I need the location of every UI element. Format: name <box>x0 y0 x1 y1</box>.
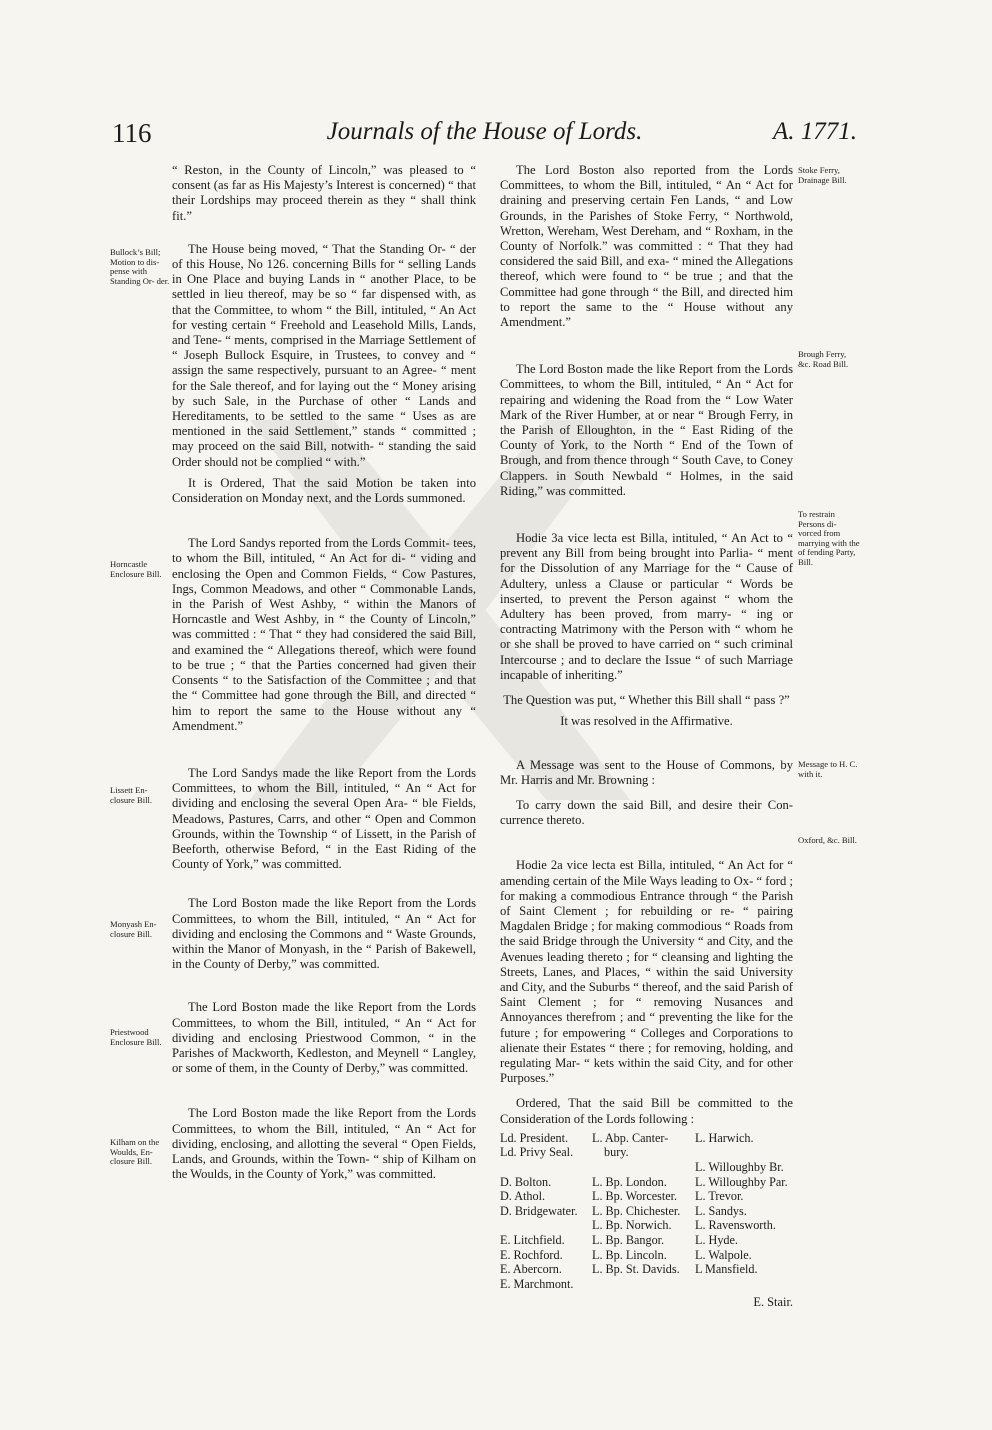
lord-name: L. Bp. Worcester. <box>592 1189 678 1204</box>
margin-note: To restrain Persons di- vorced from marrying with the of fending Party, Bill. <box>798 509 860 567</box>
margin-note: Lissett En- closure Bill. <box>110 785 153 805</box>
page-header <box>112 118 857 158</box>
lord-name: L. Bp. Norwich. <box>592 1218 672 1233</box>
lord-name: E. Marchmont. <box>500 1276 574 1291</box>
lord-name: L. Ravensworth. <box>695 1218 776 1233</box>
lord-name <box>500 1160 592 1175</box>
paragraph: The Lord Sandys reported from the Lords Commit- tees, to whom the Bill, intituled, “ An Act for di- “ viding and enclosing the Open and Common Fields, “ Cow Pastures, Ings, Common Meadows, and other “ Commonable Lands, in the Parish of West Ashby, “ within the Manors of Horncastle and West Ashby, in “ the County of Lincoln,” was committed : “ That “ they had considered the said Bill, and examined the “ Allegations thereof, which were found to be true ; “ that the Parties concerned had given their Consents “ to the Satisfaction of the Committee ; and that the “ Committee had gone through the Bill, and directed “ him to report the same to the House without any “ Amendment.” <box>172 536 476 733</box>
paragraph: Hodie 3a vice lecta est Billa, intituled, “ An Act to “ prevent any Bill from being brought into Parlia- “ ment for the Dissolution of any Marriage for the “ Cause of Adultery, unless a Clause or particular “ Words be inserted, to prevent the Person against “ whom the Adultery has been proved, from marry- “ ing or contracting Matrimony with the Person with “ whom he or she shall be proved to have carried on “ such criminal Intercourse ; and to declare the Issue “ of such Marriage incapable of inheriting.” <box>500 531 793 682</box>
lord-name: L. Bp. Bangor. <box>592 1232 665 1247</box>
paragraph: The House being moved, “ That the Standing Or- “ der of this House, No 126. concerning Bills for “ selling Lands in One Place and buying Lands in “ another Place, to be settled in lieu thereof, may be so “ far dispensed with, as that the Committee, to whom “ the Bill, intituled, “ An Act for vesting certain “ Freehold and Leasehold Mills, Lands, and Tene- “ ments, comprised in the Marriage Settlement of “ Joseph Bullock Esquire, in Trustees, to convey and “ assign the same respectively, pursuant to an Agree- “ ment for the Sale thereof, and for laying out the “ Money arising by such Sale, in the Purchase of other “ Lands and Hereditaments, to be settled to the same “ Uses as are mentioned in the said Settlement,” stands “ committed ; may proceed on the said Bill, notwith- “ standing the said Order should not be complied “ with.” <box>172 241 476 469</box>
lord-name <box>695 1145 793 1160</box>
lord-name: E. Abercorn. <box>500 1262 562 1277</box>
lords-list-column <box>695 1131 793 1292</box>
margin-note: Stoke Ferry, Drainage Bill. <box>798 165 847 185</box>
lord-name: bury. <box>604 1145 629 1160</box>
lord-name: L. Willoughby Par. <box>695 1174 788 1189</box>
resolution-line: It was resolved in the Affirmative. <box>560 714 733 729</box>
lord-name: E. Rochford. <box>500 1247 563 1262</box>
lord-name: L. Sandys. <box>695 1203 747 1218</box>
lord-name: L. Walpole. <box>695 1247 752 1262</box>
lord-name: L. Bp. London. <box>592 1174 667 1189</box>
lord-name: L. Abp. Canter- <box>592 1130 669 1145</box>
paragraph: Hodie 2a vice lecta est Billa, intituled, “ An Act for “ amending certain of the Mile Ways leading to Ox- “ ford ; for making a commodious Entrance through “ the Parish of Saint Clement ; for rebuilding or re- “ pairing Magdalen Bridge ; for making commodious “ Roads from the said Bridge through the University “ and City, and the Avenues leading thereto ; for “ cleansing and lighting the Streets, Lanes, and Places, “ within the said University and City, and the Suburbs “ thereof, and the said Parish of Saint Clement ; for “ removing Nusances and Annoyances therefrom ; and “ preventing the like for the future ; for empowering “ Colleges and Corporations to alienate their Estates “ there ; for removing, holding, and regulating Mar- “ kets within the said City, and for other Purposes.” <box>500 858 793 1086</box>
paragraph: The Lord Boston also reported from the Lords Committees, to whom the Bill, intituled, “ An “ Act for draining and preserving certain Fen Lands, “ and Low Grounds, in the Parishes of Stoke Ferry, “ Northwold, Wretton, Wereham, West Dereham, and “ Roxham, in the County of Norfolk.” was committed : “ That they had considered the said Bill, and exa- “ mined the Allegations thereof, which were found to “ be true ; and that the Committee had gone through “ the Bill, and directed him to report the same to the “ House without any Amendment.” <box>500 163 793 330</box>
margin-note: Oxford, &c. Bill. <box>798 835 857 845</box>
lord-name: L. Bp. Chichester. <box>592 1203 681 1218</box>
page-number: 116 <box>112 118 152 148</box>
paragraph: Ordered, That the said Bill be committed to the Consideration of the Lords following : <box>500 1096 793 1126</box>
right-column <box>500 163 793 1311</box>
lord-name <box>500 1218 592 1233</box>
lord-name: L. Trevor. <box>695 1189 744 1204</box>
paragraph: To carry down the said Bill, and desire their Con- currence thereto. <box>500 797 793 828</box>
margin-note: Monyash En- closure Bill. <box>110 919 157 939</box>
lord-name: L. Willoughby Br. <box>695 1159 784 1174</box>
lord-name: Ld. Privy Seal. <box>500 1145 574 1160</box>
lord-name: D. Bridgewater. <box>500 1203 578 1218</box>
margin-note: Brough Ferry, &c. Road Bill. <box>798 349 849 369</box>
lord-name-last: E. Stair. <box>753 1295 793 1310</box>
margin-note: Kilham on the Woulds, En- closure Bill. <box>110 1137 160 1167</box>
lord-name: L. Hyde. <box>695 1232 738 1247</box>
paragraph: The Lord Boston made the like Report from the Lords Committees, to whom the Bill, intituled, “ An “ Act for repairing and widening the Road from the “ Low Water Mark of the River Humber, at or near “ Brough Ferry, in the Parish of Elloughton, in the “ East Riding of the County of York, to the North “ End of the Town of Brough, and from thence through “ South Cave, to Coney Clappers. in South Newbald “ Holmes, in the said Riding,” was committed. <box>500 362 793 498</box>
paragraph: It is Ordered, That the said Motion be taken into Consideration on Monday next, and the Lords summoned. <box>172 475 476 506</box>
paragraph: The Lord Boston made the like Report from the Lords Committees, to whom the Bill, intituled, “ An “ Act for dividing and enclosing the Commons and “ Waste Grounds, within the Manor of Monyash, in the “ Parish of Bakewell, in the County of Derby,” was committed. <box>172 896 476 972</box>
lord-name <box>592 1160 695 1175</box>
page-year: A. 1771. <box>772 118 857 145</box>
margin-note: Message to H. C. with it. <box>798 759 858 779</box>
lord-name: L. Bp. Lincoln. <box>592 1247 667 1262</box>
paragraph: The Lord Boston made the like Report from the Lords Committees, to whom the Bill, intituled, “ An “ Act for dividing and enclosing Priestwood Common, “ in the Parishes of Mackworth, Kedleston, and Meynell “ Langley, or some of them, in the County of Derby,” was committed. <box>172 1000 476 1076</box>
paragraph: The Lord Sandys made the like Report from the Lords Committees, to whom the Bill, intituled, “ An “ Act for dividing and enclosing the several Open Ara- “ ble Fields, Meadows, Pastures, Carrs, and other “ Open and Common Grounds, within the Township “ of Lissett, in the Parish of Beeforth, otherwise Beford, “ in the East Riding of the County of York,” was committed. <box>172 765 476 872</box>
lord-name: Ld. President. <box>500 1130 569 1145</box>
lord-name: D. Athol. <box>500 1189 546 1204</box>
lord-name: L Mansfield. <box>695 1262 758 1277</box>
question-line: The Question was put, “ Whether this Bill shall “ pass ?” <box>503 693 790 708</box>
page-title: Journals of the House of Lords. <box>326 118 643 145</box>
lord-name: D. Bolton. <box>500 1174 552 1189</box>
lord-name: L. Harwich. <box>695 1130 754 1145</box>
margin-note: Bullock’s Bill; Motion to dis- pense with Standing Or- der. <box>110 247 170 286</box>
lords-list <box>500 1131 793 1292</box>
lord-name: E. Litchfield. <box>500 1232 565 1247</box>
margin-note: Horncastle Enclosure Bill. <box>110 559 162 579</box>
lord-name <box>695 1277 793 1292</box>
paragraph: “ Reston, in the County of Lincoln,” was pleased to “ consent (as far as His Majesty’s Interest is concerned) “ that their Lordships may proceed therein as they “ shall think fit.” <box>172 163 476 223</box>
lord-name: L. Bp. St. Davids. <box>592 1262 680 1277</box>
paragraph: The Lord Boston made the like Report from the Lords Committees, to whom the Bill, intituled, “ An “ Act for dividing, enclosing, and allotting the several “ Open Fields, Lands, and Grounds, within the Town- “ ship of Kilham on the Woulds, in the County of York,” was committed. <box>172 1106 476 1182</box>
margin-note: Priestwood Enclosure Bill. <box>110 1027 162 1047</box>
lords-list-column <box>500 1131 592 1292</box>
lords-list-column <box>592 1131 695 1292</box>
left-column <box>172 163 476 1200</box>
paragraph: A Message was sent to the House of Commons, by Mr. Harris and Mr. Browning : <box>500 757 793 787</box>
